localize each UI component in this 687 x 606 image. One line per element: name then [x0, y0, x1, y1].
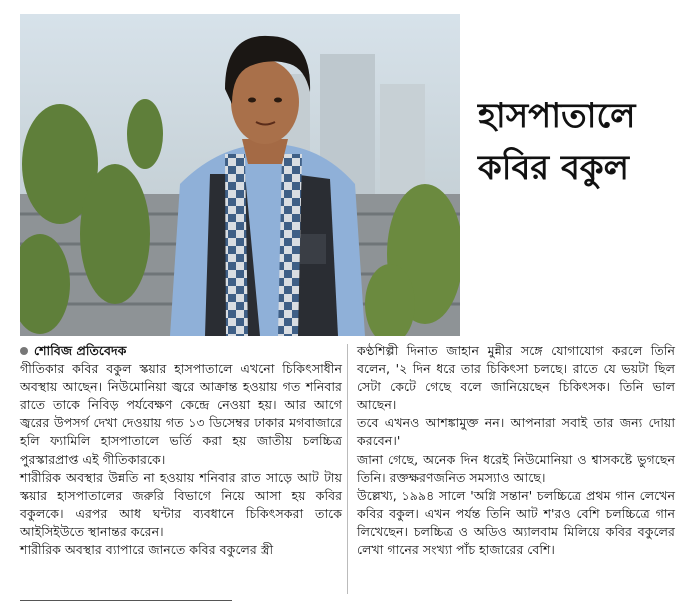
bullet-icon [20, 347, 28, 355]
paragraph: তবে এখনও আশঙ্কামুক্ত নন। আপনারা সবাই তার জন্য দোয়া করবেন।' [357, 415, 675, 449]
paragraph: উল্লেখ্য, ১৯৯৪ সালে 'অগ্নি সন্তান' চলচ্চিত্রে প্রথম গান লেখেন কবির বকুল। এখন পর্যন্ত তিনি আট শ'রও বেশি চলচ্চিত্রে গান লিখেছেন। চলচ্চিত্র ও অডিও অ্যালবাম মিলিয়ে কবির বকুলের লেখা গানের সংখ্যা পাঁচ হাজারের বেশি। [357, 487, 675, 558]
news-photo [20, 14, 460, 336]
paragraph: শারীরিক অবস্থার উন্নতি না হওয়ায় শনিবার রাত সাড়ে আট টায় স্কয়ার হাসপাতালের জরুরি বিভাগে নিয়ে আসা হয় কবির বকুলকে। এরপর আধ ঘন্টার ব্যবধানে চিকিৎসকরা তাকে আইসিইউতে স্থানান্তর করেন। [20, 469, 342, 539]
article-column-right [357, 342, 675, 559]
byline-text: শোবিজ প্রতিবেদক [34, 343, 127, 358]
paragraph: গীতিকার কবির বকুল স্কয়ার হাসপাতালে এখনো চিকিৎসাধীন অবস্থায় আছেন। নিউমোনিয়া জ্বরে আক্রান্ত হওয়ায় গত শনিবার রাতে তাকে নিবিড় পর্যবেক্ষণ কেন্দ্রে নেওয়া হয়। আর আগে জ্বরের উপসর্গ দেখা দেওয়ায় গত ১৩ ডিসেম্বর ঢাকার মগবাজারে হলি ফ্যামিলি হাসপাতালে ভর্তি করা হয় জাতীয় চলচ্চিত্র পুরস্কারপ্রাপ্ত এই গীতিকারকে। [20, 361, 342, 467]
headline-line-1: হাসপাতালে [478, 96, 636, 136]
paragraph: জানা গেছে, অনেক দিন ধরেই নিউমোনিয়া ও শ্বাসকষ্টে ভুগছেন তিনি। রক্তক্ষরণজনিত সমস্যাও আছে। [357, 451, 675, 485]
portrait-image [20, 14, 460, 336]
bottom-rule [20, 600, 232, 601]
byline [20, 342, 342, 360]
column-divider [347, 344, 348, 594]
article-column-left [20, 342, 342, 559]
paragraph: কণ্ঠশিল্পী দিনাত জাহান মুন্নীর সঙ্গে যোগাযোগ করলে তিনি বলেন, '২ দিন ধরে তার চিকিৎসা চলছে। রাতে যে ভয়টা ছিল সেটা কেটে গেছে বলে জানিয়েছেন চিকিৎসক। তিনি ভাল আছেন। [357, 343, 676, 413]
headline-line-2: কবির বকুল [478, 148, 630, 188]
paragraph: শারীরিক অবস্থার ব্যাপারে জানতে কবির বকুলের স্ত্রী [20, 542, 274, 558]
headline [478, 90, 678, 194]
